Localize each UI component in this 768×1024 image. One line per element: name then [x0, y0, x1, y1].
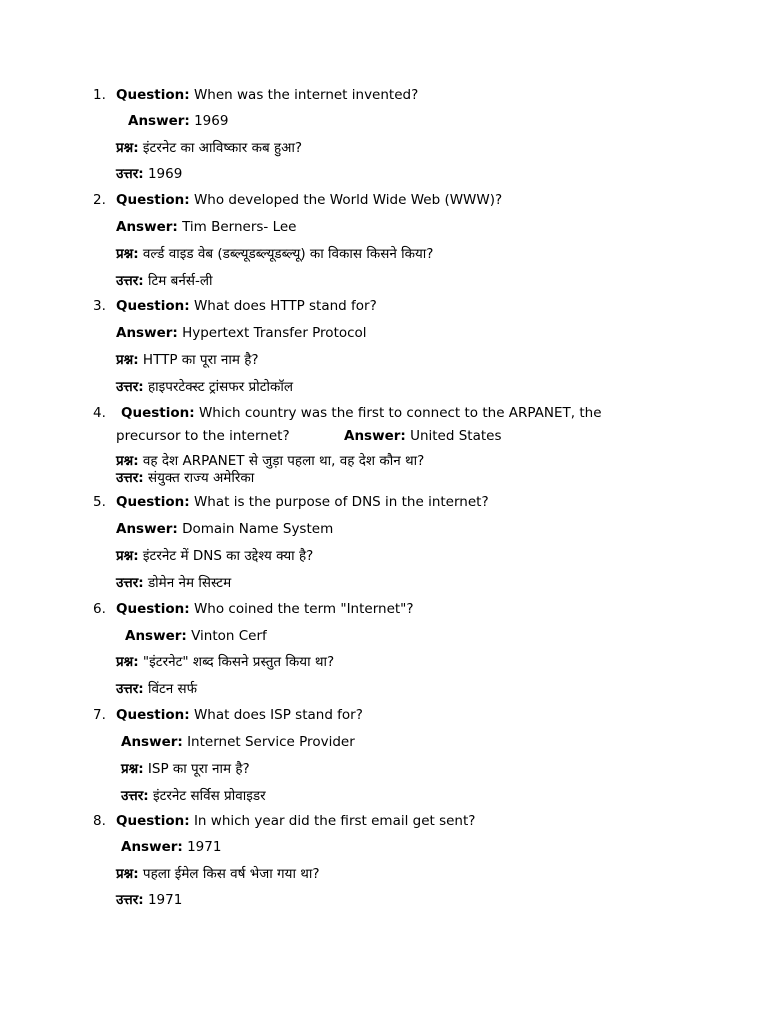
answer-label: Answer: — [125, 628, 187, 644]
answer-line-6 — [125, 628, 267, 644]
answer-text: Internet Service Provider — [187, 734, 355, 750]
hindi-question-line-8 — [116, 866, 320, 882]
hindi-answer-label: उत्तर: — [116, 379, 144, 395]
question-label: Question: — [116, 707, 190, 723]
answer-label: Answer: — [116, 325, 178, 341]
hindi-answer-label: उत्तर: — [116, 273, 144, 289]
answer-label: Answer: — [116, 219, 178, 235]
item-number: 4. — [93, 405, 106, 421]
hindi-question-line-1 — [116, 140, 302, 156]
answer-line-7 — [121, 734, 355, 750]
question-text: What does ISP stand for? — [193, 707, 363, 723]
question-label: Question: — [116, 298, 190, 314]
answer-line-4 — [344, 428, 502, 444]
answer-line-2 — [116, 219, 297, 235]
hindi-question-text: इंटरनेट में DNS का उद्देश्य क्या है? — [142, 548, 314, 564]
hindi-answer-label: उत्तर: — [116, 575, 144, 591]
hindi-question-line-4 — [116, 453, 424, 469]
hindi-answer-line-7 — [121, 788, 266, 804]
hindi-question-text: HTTP का पूरा नाम है? — [142, 352, 259, 368]
hindi-answer-line-8 — [116, 892, 182, 908]
answer-text: United States — [410, 428, 502, 444]
hindi-answer-label: उत्तर: — [116, 681, 144, 697]
question-continuation-line-4 — [116, 428, 290, 444]
hindi-answer-text: टिम बर्नर्स-ली — [147, 273, 213, 289]
hindi-question-text: "इंटरनेट" शब्द किसने प्रस्तुत किया था? — [142, 654, 335, 670]
hindi-answer-line-2 — [116, 273, 212, 289]
hindi-answer-line-5 — [116, 575, 231, 591]
hindi-answer-label: उत्तर: — [116, 470, 144, 486]
hindi-answer-label: उत्तर: — [116, 892, 144, 908]
answer-text: 1971 — [187, 839, 222, 855]
answer-text: Vinton Cerf — [191, 628, 267, 644]
question-text: In which year did the first email get sent? — [193, 813, 476, 829]
hindi-answer-text: हाइपरटेक्स्ट ट्रांसफर प्रोटोकॉल — [147, 379, 294, 395]
hindi-question-label: प्रश्न: — [116, 548, 139, 564]
answer-text: Hypertext Transfer Protocol — [182, 325, 367, 341]
question-label: Question: — [116, 813, 190, 829]
hindi-answer-line-3 — [116, 379, 293, 395]
question-label: Question: — [116, 87, 190, 103]
question-text: What does HTTP stand for? — [193, 298, 377, 314]
answer-line-3 — [116, 325, 367, 341]
hindi-question-line-7 — [121, 761, 250, 777]
answer-label: Answer: — [121, 734, 183, 750]
answer-label: Answer: — [128, 113, 190, 129]
hindi-question-text: पहला ईमेल किस वर्ष भेजा गया था? — [142, 866, 320, 882]
hindi-answer-text: 1971 — [147, 892, 183, 908]
question-text: When was the internet invented? — [193, 87, 419, 103]
hindi-answer-line-6 — [116, 681, 197, 697]
hindi-question-text: ISP का पूरा नाम है? — [147, 761, 250, 777]
item-number: 6. — [93, 601, 106, 617]
hindi-question-line-6 — [116, 654, 334, 670]
hindi-question-text: वह देश ARPANET से जुड़ा पहला था, वह देश कौन था? — [142, 453, 425, 469]
hindi-answer-label: उत्तर: — [116, 166, 144, 182]
question-label: Question: — [121, 405, 195, 421]
item-number: 8. — [93, 813, 106, 829]
hindi-question-line-3 — [116, 352, 259, 368]
hindi-question-label: प्रश्न: — [116, 140, 139, 156]
hindi-question-line-2 — [116, 246, 433, 262]
question-label: Question: — [116, 494, 190, 510]
item-number: 3. — [93, 298, 106, 314]
hindi-question-line-5 — [116, 548, 313, 564]
question-text: Which country was the first to connect to the ARPANET, the — [198, 405, 602, 421]
question-text-continued: precursor to the internet? — [116, 428, 290, 444]
hindi-answer-text: संयुक्त राज्य अमेरिका — [147, 470, 255, 486]
hindi-question-label: प्रश्न: — [116, 453, 139, 469]
item-number: 2. — [93, 192, 106, 208]
hindi-answer-line-1 — [116, 166, 182, 182]
hindi-question-label: प्रश्न: — [121, 761, 144, 777]
hindi-answer-text: डोमेन नेम सिस्टम — [147, 575, 232, 591]
item-number: 5. — [93, 494, 106, 510]
hindi-answer-text: 1969 — [147, 166, 183, 182]
answer-text: Tim Berners- Lee — [182, 219, 297, 235]
answer-label: Answer: — [344, 428, 406, 444]
hindi-answer-line-4 — [116, 470, 254, 486]
hindi-question-text: इंटरनेट का आविष्कार कब हुआ? — [142, 140, 303, 156]
question-text: What is the purpose of DNS in the internet? — [193, 494, 489, 510]
hindi-question-text: वर्ल्ड वाइड वेब (डब्ल्यूडब्ल्यूडब्ल्यू) का विकास किसने किया? — [142, 246, 434, 262]
question-text: Who developed the World Wide Web (WWW)? — [193, 192, 503, 208]
question-label: Question: — [116, 192, 190, 208]
answer-label: Answer: — [116, 521, 178, 537]
item-number: 7. — [93, 707, 106, 723]
answer-line-1 — [128, 113, 228, 129]
answer-label: Answer: — [121, 839, 183, 855]
answer-text: Domain Name System — [182, 521, 334, 537]
hindi-answer-text: इंटरनेट सर्विस प्रोवाइडर — [152, 788, 266, 804]
hindi-question-label: प्रश्न: — [116, 246, 139, 262]
question-text: Who coined the term "Internet"? — [193, 601, 414, 617]
question-label: Question: — [116, 601, 190, 617]
answer-line-5 — [116, 521, 333, 537]
answer-text: 1969 — [194, 113, 229, 129]
answer-line-8 — [121, 839, 221, 855]
hindi-answer-text: विंटन सर्फ — [147, 681, 198, 697]
hindi-question-label: प्रश्न: — [116, 866, 139, 882]
hindi-question-label: प्रश्न: — [116, 654, 139, 670]
item-number: 1. — [93, 87, 106, 103]
hindi-question-label: प्रश्न: — [116, 352, 139, 368]
hindi-answer-label: उत्तर: — [121, 788, 149, 804]
